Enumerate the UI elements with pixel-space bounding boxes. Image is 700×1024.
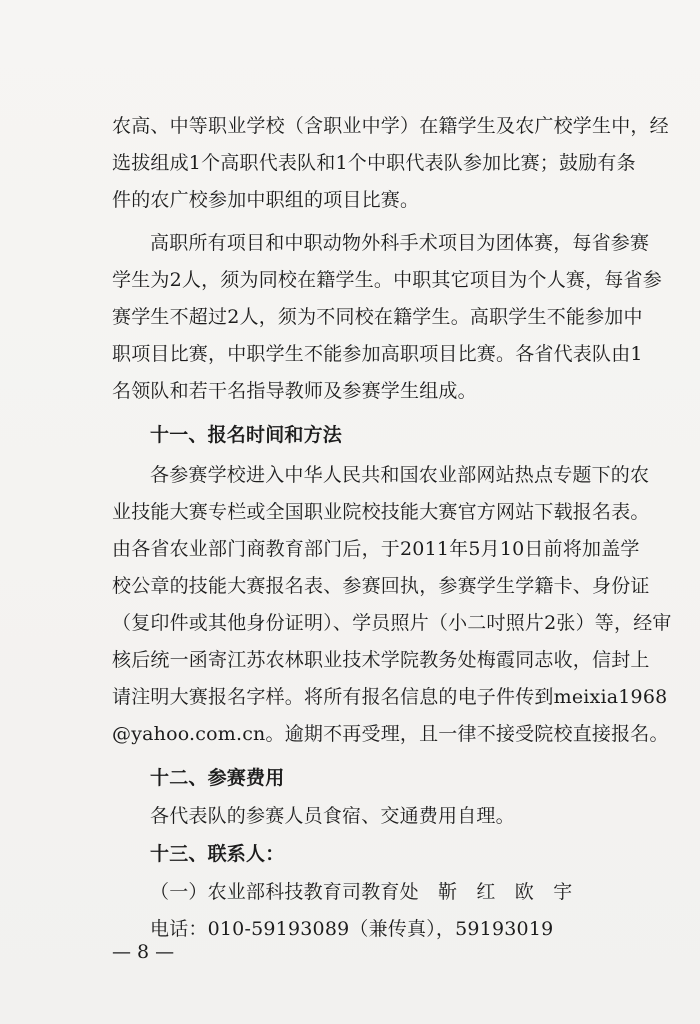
section-12-heading: 十二、参赛费用 [150, 767, 285, 789]
para2-line4: 职项目比赛，中职学生不能参加高职项目比赛。各省代表队由1 [112, 343, 643, 365]
section-12-line1: 各代表队的参赛人员食宿、交通费用自理。 [150, 805, 515, 827]
section-11-line2: 业技能大赛专栏或全国职业院校技能大赛官方网站下载报名表。 [112, 501, 650, 523]
para2-line2: 学生为2人，须为同校在籍学生。中职其它项目为个人赛，每省参 [112, 269, 662, 291]
page-number: — 8 — [112, 941, 175, 963]
section-11-line3: 由各省农业部门商教育部门后，于2011年5月10日前将加盖学 [112, 538, 640, 560]
section-11-heading: 十一、报名时间和方法 [150, 424, 343, 446]
para1-line1: 农高、中等职业学校（含职业中学）在籍学生及农广校学生中，经 [112, 115, 669, 137]
section-11-line7: 请注明大赛报名字样。将所有报名信息的电子件传到meixia1968 [112, 686, 668, 708]
para1-line3: 件的农广校参加中职组的项目比赛。 [112, 189, 420, 211]
section-11-line6: 核后统一函寄江苏农林职业技术学院教务处梅霞同志收，信封上 [112, 649, 650, 671]
section-13-line1: （一）农业部科技教育司教育处 靳 红 欧 宇 [150, 881, 573, 903]
para2-line3: 赛学生不超过2人，须为不同校在籍学生。高职学生不能参加中 [112, 306, 643, 328]
section-13-heading: 十三、联系人： [150, 843, 285, 865]
para1-line2: 选拔组成1个高职代表队和1个中职代表队参加比赛；鼓励有条 [112, 152, 636, 174]
section-11-line4: 校公章的技能大赛报名表、参赛回执，参赛学生学籍卡、身份证 [112, 575, 650, 597]
section-13-line2: 电话：010-59193089（兼传真），59193019 [150, 918, 554, 940]
para2-line5: 名领队和若干名指导教师及参赛学生组成。 [112, 380, 477, 402]
section-11-line5: （复印件或其他身份证明）、学员照片（小二吋照片2张）等，经审 [112, 612, 672, 634]
section-11-line1: 各参赛学校进入中华人民共和国农业部网站热点专题下的农 [150, 464, 650, 486]
section-11-line8: @yahoo.com.cn。逾期不再受理，且一律不接受院校直接报名。 [112, 723, 669, 745]
para2-line1: 高职所有项目和中职动物外科手术项目为团体赛，每省参赛 [150, 232, 650, 254]
